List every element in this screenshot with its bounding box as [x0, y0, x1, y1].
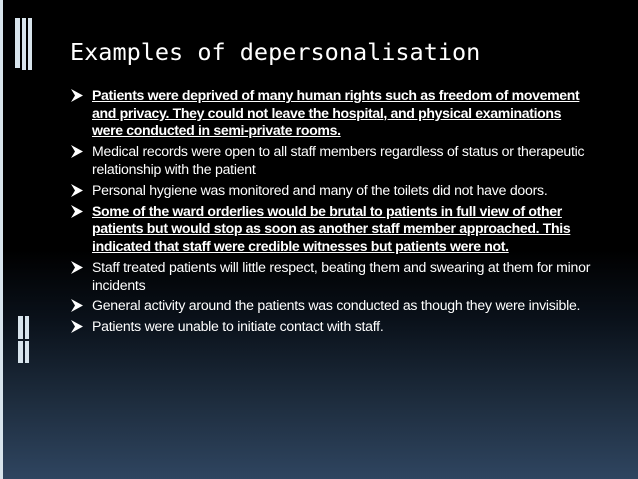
deco-bar	[15, 18, 20, 68]
deco-bar	[25, 316, 29, 339]
arrow-bullet-icon	[71, 145, 83, 158]
deco-bar	[25, 341, 29, 363]
bullet-text: Personal hygiene was monitored and many of the toilets did not have doors.	[92, 181, 548, 198]
bullet-item	[70, 143, 592, 178]
bullet-text: Staff treated patients will little respect, beating them and swearing at them for minor incidents	[92, 258, 591, 293]
bullet-text: General activity around the patients was conducted as though they were invisible.	[92, 297, 581, 314]
arrow-bullet-icon	[71, 89, 83, 102]
bullet-list	[70, 87, 592, 339]
deco-bar	[18, 341, 23, 363]
arrow-bullet-icon	[71, 261, 83, 274]
bullet-item	[70, 297, 592, 315]
arrow-bullet-icon	[71, 299, 83, 312]
bullet-item	[70, 318, 592, 336]
deco-bar	[0, 0, 3, 479]
bullet-item	[70, 182, 592, 200]
bullet-text: Patients were deprived of many human rights such as freedom of movement and privacy. They could not leave the hospital, and physical examinations were conducted in semi-private rooms.	[92, 87, 580, 139]
bullet-text: Patients were unable to initiate contact with staff.	[92, 318, 384, 335]
bullet-item	[70, 203, 592, 256]
slide-title: Examples of depersonalisation	[70, 38, 481, 66]
arrow-bullet-icon	[71, 184, 83, 197]
bullet-text: Medical records were open to all staff members regardless of status or therapeutic relationship with the patient	[92, 143, 585, 177]
arrow-bullet-icon	[71, 320, 83, 333]
deco-bar	[28, 18, 32, 70]
deco-bar	[22, 18, 26, 70]
arrow-bullet-icon	[71, 205, 83, 218]
bullet-item	[70, 259, 592, 294]
bullet-item	[70, 87, 592, 140]
deco-bar	[18, 316, 23, 339]
bullet-text: Some of the ward orderlies would be brutal to patients in full view of other patients but would stop as soon as another staff member approached. This indicated that staff were credible witnesses but patients were not.	[92, 202, 571, 254]
